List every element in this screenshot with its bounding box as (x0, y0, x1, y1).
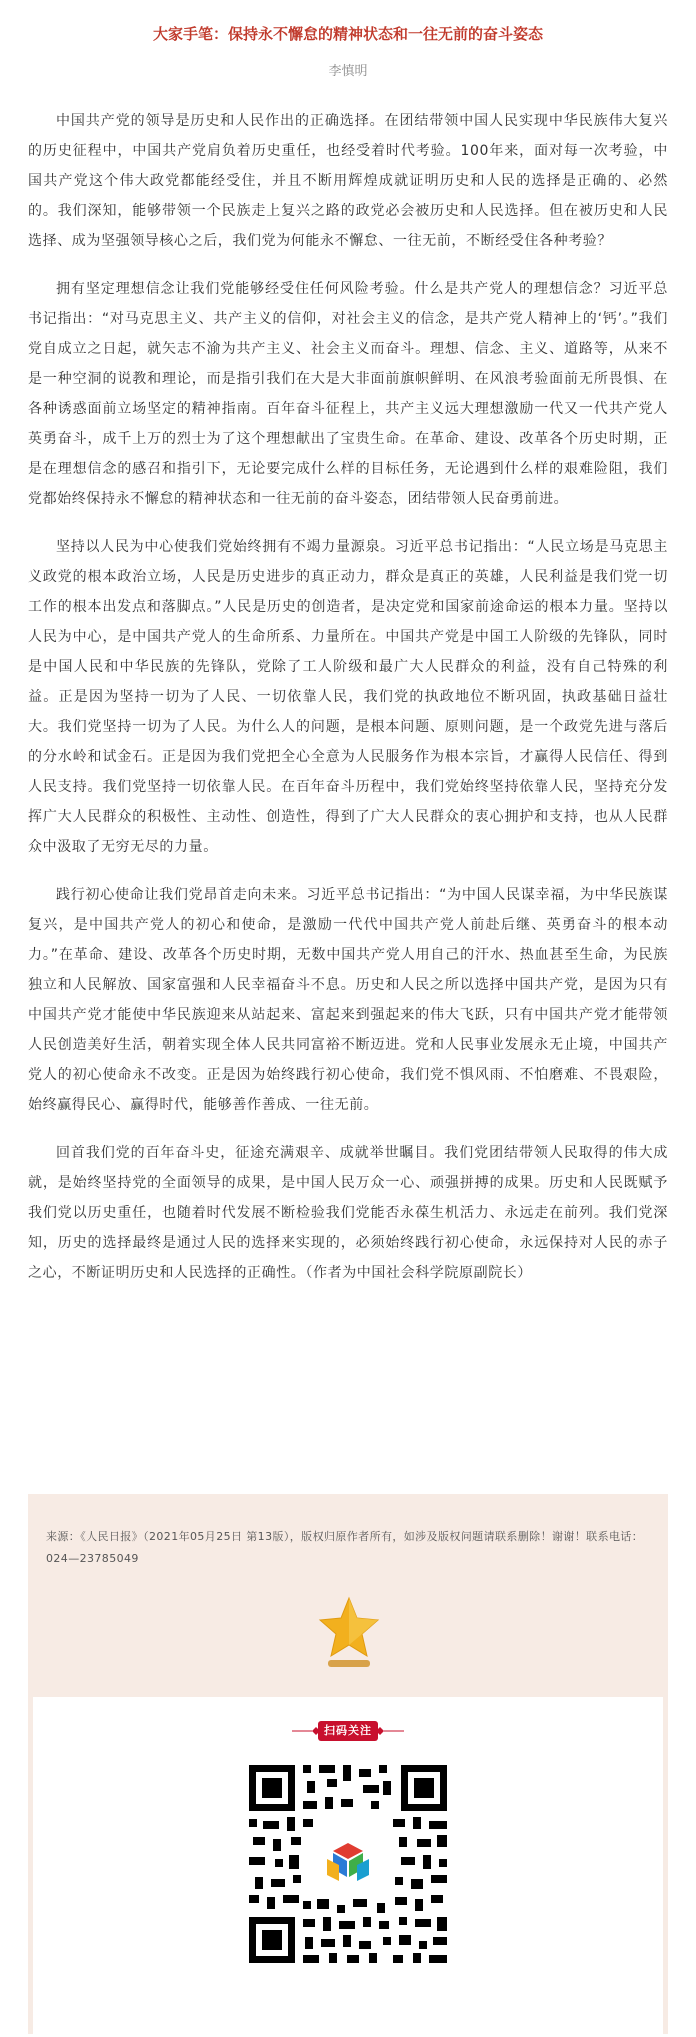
qr-code-icon[interactable] (243, 1759, 453, 1969)
source-note: 来源：《人民日报》（2021年05月25日 第13版），版权归原作者所有，如涉及版权问题请联系删除！谢谢！联系电话：024—23785049 (46, 1530, 644, 1565)
paragraph: 中国共产党的领导是历史和人民作出的正确选择。在团结带领中国人民实现中华民族伟大复兴的历史征程中，中国共产党肩负着历史重任，也经受着时代考验。100年来，面对每一次考验，中国共产党这个伟大政党都能经受住，并且不断用辉煌成就证明历史和人民的选择是正确的、必然的。我们深知，能够带领一个民族走上复兴之路的政党必会被历史和人民选择。但在被历史和人民选择、成为坚强领导核心之后，我们党为何能永不懈怠、一往无前，不断经受住各种考验？ (28, 113, 668, 249)
follow-label: 扫码关注 (324, 1724, 372, 1737)
paragraph: 坚持以人民为中心使我们党始终拥有不竭力量源泉。习近平总书记指出：“人民立场是马克思主义政党的根本政治立场，人民是历史进步的真正动力，群众是真正的英雄，人民利益是我们党一切工作的根本出发点和落脚点。”人民是历史的创造者，是决定党和国家前途命运的根本力量。坚持以人民为中心，是中国共产党人的生命所系、力量所在。中国共产党是中国工人阶级的先锋队，同时是中国人民和中华民族的先锋队，党除了工人阶级和最广大人民群众的利益，没有自己特殊的利益。正是因为坚持一切为了人民、一切依靠人民，我们党的执政地位不断巩固，执政基础日益壮大。我们党坚持一切为了人民。为什么人的问题，是根本问题、原则问题，是一个政党先进与落后的分水岭和试金石。正是因为我们党把全心全意为人民服务作为根本宗旨，才赢得人民信任、得到人民支持。我们党坚持一切依靠人民。在百年奋斗历程中，我们党始终坚持依靠人民，坚持充分发挥广大人民群众的积极性、主动性、创造性，得到了广大人民群众的衷心拥护和支持，也从人民群众中汲取了无穷无尽的力量。 (28, 539, 668, 855)
paragraph: 回首我们党的百年奋斗史，征途充满艰辛、成就举世瞩目。我们党团结带领人民取得的伟大成就，是始终坚持党的全面领导的成果，是中国人民万众一心、顽强拼搏的成果。历史和人民既赋予我们党以历史重任，也随着时代发展不断检验我们党能否永葆生机活力、永远走在前列。我们党深知，历史的选择最终是通过人民的选择来实现的，必须始终践行初心使命，永远保持对人民的赤子之心，不断证明历史和人民选择的正确性。（作者为中国社会科学院原副院长） (28, 1145, 668, 1281)
paragraph: 拥有坚定理想信念让我们党能够经受住任何风险考验。什么是共产党人的理想信念？习近平总书记指出：“对马克思主义、共产主义的信仰，对社会主义的信念，是共产党人精神上的‘钙’。”我们党自成立之日起，就矢志不渝为共产主义、社会主义而奋斗。理想、信念、主义、道路等，从来不是一种空洞的说教和理论，而是指引我们在大是大非面前旗帜鲜明、在风浪考验面前无所畏惧、在各种诱惑面前立场坚定的精神指南。百年奋斗征程上，共产主义远大理想激励一代又一代共产党人英勇奋斗，成千上万的烈士为了这个理想献出了宝贵生命。在革命、建设、改革各个历史时期，正是在理想信念的感召和指引下，无论要完成什么样的目标任务，无论遇到什么样的艰难险阻，我们党都始终保持永不懈怠的精神状态和一往无前的奋斗姿态，团结带领人民奋勇前进。 (28, 281, 668, 507)
article-title: 大家手笔：保持永不懈怠的精神状态和一往无前的奋斗姿态 (152, 25, 543, 43)
qr-card (33, 1697, 663, 2037)
star-icon (318, 1594, 380, 1670)
paragraph: 践行初心使命让我们党昂首走向未来。习近平总书记指出：“为中国人民谋幸福，为中华民族谋复兴，是中国共产党人的初心和使命，是激励一代代中国共产党人前赴后继、英勇奋斗的根本动力。”在革命、建设、改革各个历史时期，无数中国共产党人用自己的汗水、热血甚至生命，为民族独立和人民解放、国家富强和人民幸福奋斗不息。历史和人民之所以选择中国共产党，是因为只有中国共产党才能使中华民族迎来从站起来、富起来到强起来的伟大飞跃，只有中国共产党才能带领人民创造美好生活，朝着实现全体人民共同富裕不断迈进。党和人民事业发展永无止境，中国共产党人的初心使命永不改变。正是因为始终践行初心使命，我们党不惧风雨、不怕磨难、不畏艰险，始终赢得民心、赢得时代，能够善作善成、一往无前。 (28, 887, 668, 1113)
footer-box (28, 1494, 668, 2034)
article-author: 李慎明 (328, 64, 368, 79)
article-body (28, 106, 668, 1306)
article (0, 0, 696, 82)
